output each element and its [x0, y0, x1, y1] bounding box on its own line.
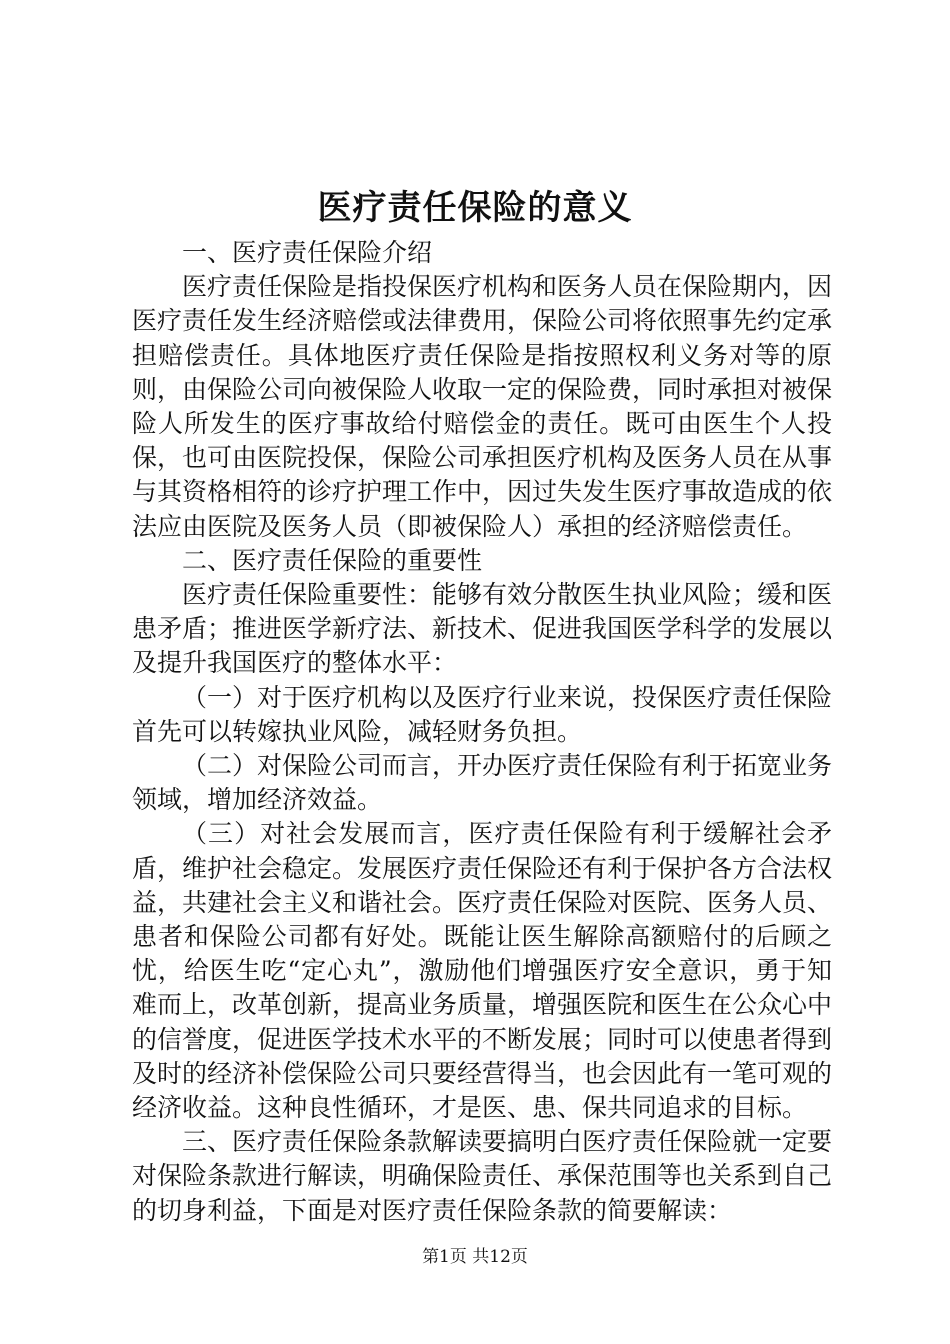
paragraph-1: 医疗责任保险是指投保医疗机构和医务人员在保险期内，因医疗责任发生经济赔偿或法律费用，保险公司将依照事先约定承担赔偿责任。具体地医疗责任保险是指按照权利义务对等的原则，由保险公司向被保险人收取一定的保险费，同时承担对被保险人所发生的医疗事故给付赔偿金的责任。既可由医生个人投保，也可由医院投保，保险公司承担医疗机构及医务人员在从事与其资格相符的诊疗护理工作中，因过失发生医疗事故造成的依法应由医院及医务人员（即被保险人）承担的经济赔偿责任。: [132, 272, 833, 541]
paragraph-4: （二）对保险公司而言，开办医疗责任保险有利于拓宽业务领域，增加经济效益。: [132, 751, 833, 815]
paragraph-6: 三、医疗责任保险条款解读要搞明白医疗责任保险就一定要对保险条款进行解读，明确保险责任、承保范围等也关系到自己的切身利益，下面是对医疗责任保险条款的简要解读：: [132, 1127, 833, 1225]
paragraph-3: （一）对于医疗机构以及医疗行业来说，投保医疗责任保险首先可以转嫁执业风险，减轻财务负担。: [132, 682, 833, 746]
section-heading-1: 一、医疗责任保险介绍: [182, 238, 433, 267]
document-body: [132, 236, 832, 1228]
document-title: 医疗责任保险的意义: [317, 188, 633, 228]
paragraph-5: （三）对社会发展而言，医疗责任保险有利于缓解社会矛盾，维护社会稳定。发展医疗责任保险还有利于保护各方合法权益，共建社会主义和谐社会。医疗责任保险对医院、医务人员、患者和保险公司都有好处。既能让医生解除高额赔付的后顾之忧，给医生吃“定心丸”，激励他们增强医疗安全意识，勇于知难而上，改革创新，提高业务质量，增强医院和医生在公众心中的信誉度，促进医学技术水平的不断发展；同时可以使患者得到及时的经济补偿保险公司只要经营得当，也会因此有一笔可观的经济收益。这种良性循环，才是医、患、保共同追求的目标。: [132, 819, 833, 1123]
page-number: 第1页 共12页: [422, 1247, 528, 1267]
paragraph-2: 医疗责任保险重要性：能够有效分散医生执业风险；缓和医患矛盾；推进医学新疗法、新技术、促进我国医学科学的发展以及提升我国医疗的整体水平：: [132, 580, 833, 678]
section-heading-2: 二、医疗责任保险的重要性: [182, 545, 483, 575]
